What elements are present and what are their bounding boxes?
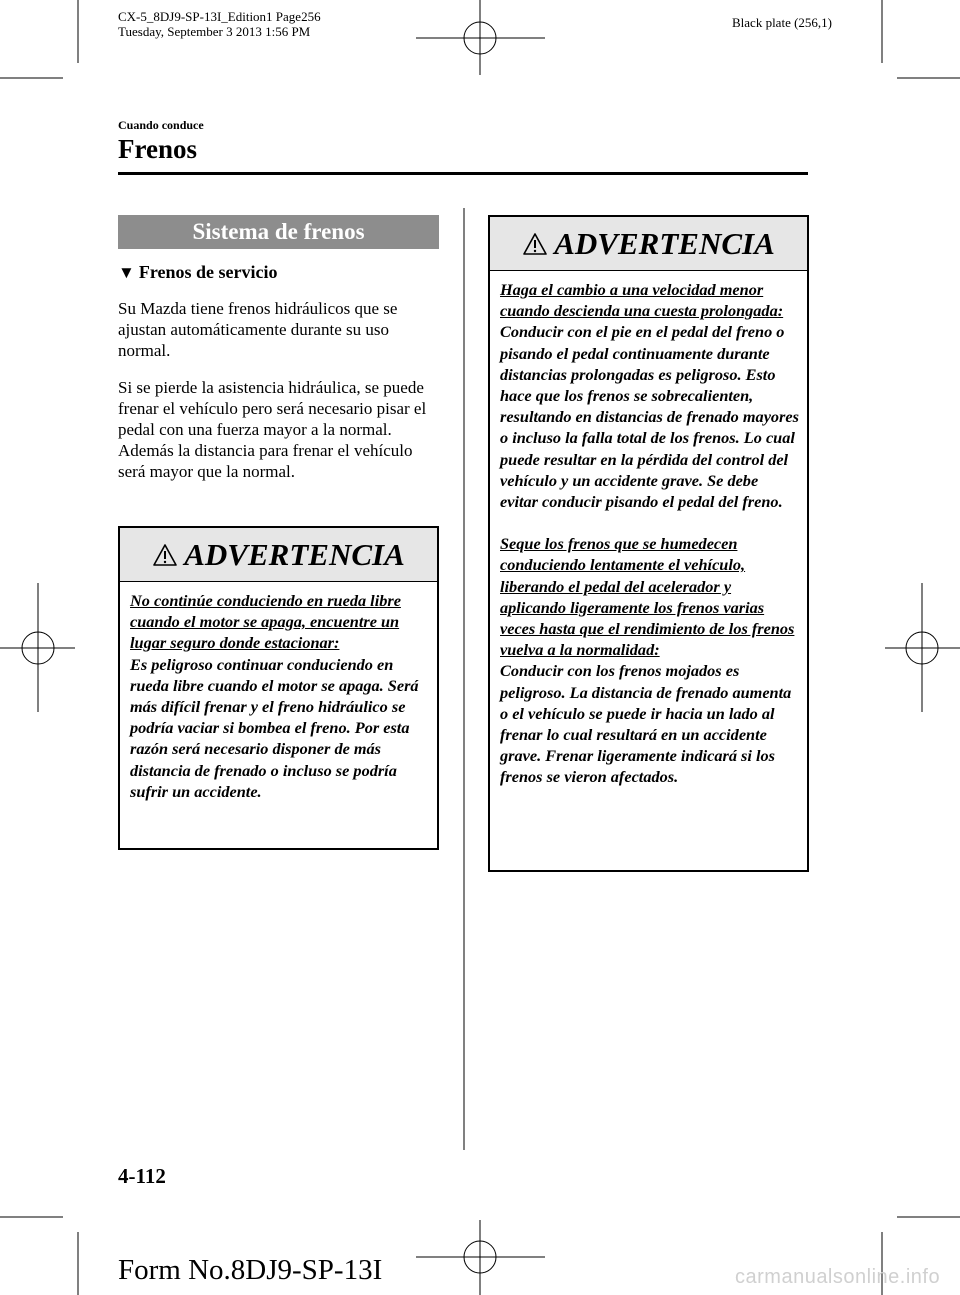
warning-text: Conducir con los frenos mojados es peligroso. La distancia de frenado aumenta o el vehículo se puede ir hacia un lado al frenar lo cual resultará en un accidente grave. Frenar ligeramente indicará si los frenos se vieron afectados.: [500, 661, 792, 787]
subheading: [118, 262, 277, 283]
warning-header: [120, 528, 437, 582]
warning-header: [490, 217, 807, 271]
warning-text: Es peligroso continuar conduciendo en rueda libre cuando el motor se apaga. Será más difícil frenar y el freno hidráulico se podría vaciar si bombea el freno. Por esta razón será necesario disponer de más distancia de frenado o incluso se podría sufrir un accidente.: [130, 654, 419, 801]
spacer: [500, 512, 799, 533]
page-title: Frenos: [118, 134, 197, 164]
warning-body: [120, 582, 437, 812]
title-rule: [118, 172, 808, 175]
section-label: Cuando conduce: [118, 118, 204, 132]
warning-body: [490, 271, 807, 798]
body-text: [118, 298, 440, 498]
file-info: [118, 9, 321, 39]
paragraph: Su Mazda tiene frenos hidráulicos que se ajustan automáticamente durante su uso normal.: [118, 299, 398, 360]
plate-label: Black plate (256,1): [732, 15, 832, 30]
warning-text: Conducir con el pie en el pedal del freno o pisando el pedal continuamente durante distancias prolongadas es peligroso. Esto hace que los frenos se sobrecalienten, resultando en distancias de frenado mayores o incluso la falla total de los frenos. Lo cual puede resultar en la pérdida del control del vehículo y un accidente grave. Se debe evitar conducir pisando el pedal del freno.: [500, 322, 799, 512]
watermark: carmanualsonline.info: [735, 1266, 941, 1288]
file-name: CX-5_8DJ9-SP-13I_Edition1 Page256: [118, 9, 321, 24]
warning-triangle-icon: [152, 543, 178, 567]
warning-title: ADVERTENCIA: [184, 536, 405, 572]
subheading-text: Frenos de servicio: [138, 262, 278, 282]
warning-lead: Seque los frenos que se humedecen conduciendo lentamente el vehículo, liberando el pedal del acelerador y aplicando ligeramente los frenos varias veces hasta que el rendimiento de los frenos vuelva a la normalidad:: [500, 534, 795, 660]
warning-triangle-icon: [522, 232, 548, 256]
warning-box: [488, 215, 809, 872]
section-heading: Sistema de frenos: [118, 215, 439, 249]
warning-title: ADVERTENCIA: [554, 225, 775, 261]
timestamp: Tuesday, September 3 2013 1:56 PM: [118, 24, 311, 39]
warning-lead: Haga el cambio a una velocidad menor cuando descienda una cuesta prolongada:: [500, 280, 784, 321]
form-number: Form No.8DJ9-SP-13I: [118, 1254, 383, 1286]
warning-lead: No continúe conduciendo en rueda libre cuando el motor se apaga, encuentre un lugar seguro donde estacionar:: [130, 591, 401, 653]
page-number: 4-112: [118, 1164, 166, 1188]
triangle-down-icon: ▼: [118, 263, 135, 282]
warning-box: [118, 526, 439, 850]
paragraph: Si se pierde la asistencia hidráulica, se puede frenar el vehículo pero será necesario pisar el pedal con una fuerza mayor a la normal. Además la distancia para frenar el vehículo será mayor que la normal.: [118, 378, 427, 481]
